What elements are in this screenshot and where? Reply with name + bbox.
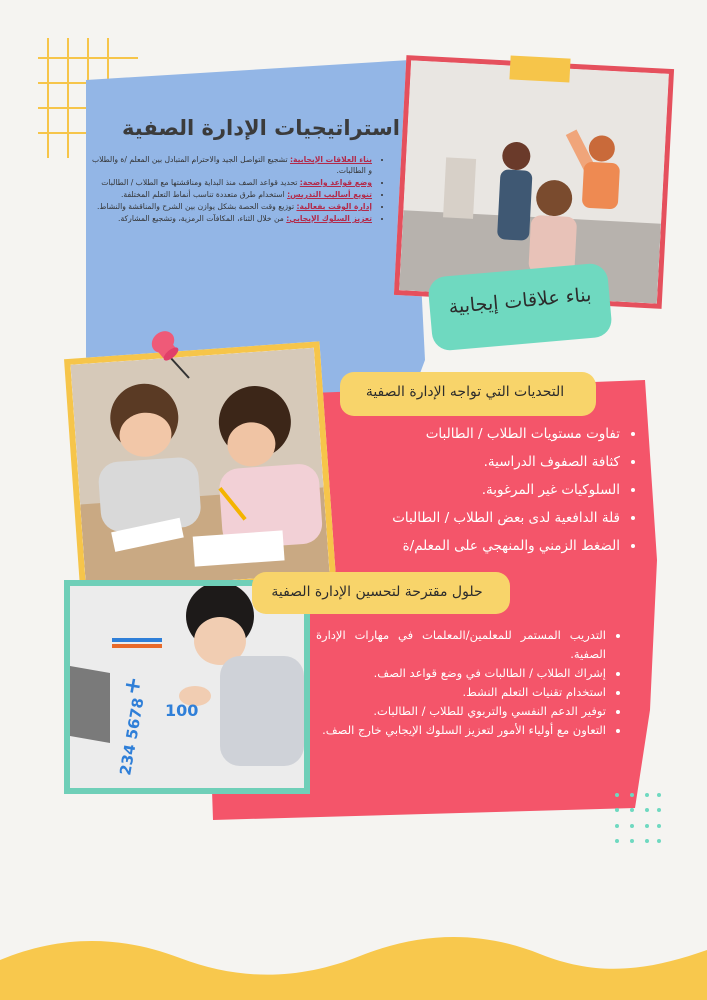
strategy-item	[92, 177, 372, 188]
strategy-key: تعزيز السلوك الإيجابي:	[286, 214, 372, 223]
tape-decoration	[509, 55, 570, 82]
solution-item: • التعاون مع أولياء الأمور لتعزيز السلوك الإيجابي خارج الصف.	[316, 721, 606, 740]
bottom-wave	[0, 930, 707, 1000]
solutions-list	[316, 626, 620, 740]
strategies-list	[92, 154, 386, 225]
strategy-text: تشجيع التواصل الجيد والاحترام المتبادل بين المعلم /ة والطلاب و الطالبات.	[92, 155, 372, 175]
solution-item: • التدريب المستمر للمعلمين/المعلمات في مهارات الإدارة الصفية.	[316, 626, 606, 664]
strategy-item	[92, 213, 372, 224]
challenge-item: • قلة الدافعية لدى بعض الطلاب / الطالبات	[300, 504, 620, 532]
strategy-text: تحديد قواعد الصف منذ البداية ومناقشتها مع الطلاب / الطالبات	[101, 178, 300, 187]
solution-item: • توفير الدعم النفسي والتربوي للطلاب / الطالبات.	[316, 702, 606, 721]
strategy-item	[92, 154, 372, 176]
strategy-text: استخدام طرق متعددة تناسب أنماط التعلم المختلفة.	[120, 190, 288, 199]
strategy-text: توزيع وقت الحصة بشكل يوازن بين الشرح والمناقشة والنشاط.	[96, 202, 297, 211]
strategy-key: بناء العلاقات الإيجابية:	[290, 155, 372, 164]
challenges-list	[300, 420, 634, 560]
challenge-item: • كثافة الصفوف الدراسية.	[300, 448, 620, 476]
challenge-item: • تفاوت مستويات الطلاب / الطالبات	[300, 420, 620, 448]
push-pin-icon	[145, 326, 195, 382]
strategies-title: استراتيجيات الإدارة الصفية	[122, 116, 400, 140]
svg-text:+: +	[119, 674, 148, 698]
strategy-key: إدارة الوقت بفعالية:	[296, 202, 372, 211]
solution-item: • إشراك الطلاب / الطالبات في وضع قواعد الصف.	[316, 664, 606, 683]
strategy-item	[92, 201, 372, 212]
photo-kids-drawing	[64, 341, 336, 596]
challenge-item: • السلوكيات غير المرغوبة.	[300, 476, 620, 504]
solution-item: • استخدام تقنيات التعلم النشط.	[316, 683, 606, 702]
strategy-text: من خلال الثناء، المكافآت الرمزية، وتشجيع المشاركة.	[118, 214, 287, 223]
strategy-key: تنويع أساليب التدريس:	[287, 190, 372, 199]
number-magnets-bottom: 234 5678	[116, 696, 148, 777]
number-magnets-top: 100	[165, 701, 199, 720]
solutions-title: حلول مقترحة لتحسين الإدارة الصفية	[271, 584, 483, 600]
dots-decoration	[612, 790, 662, 846]
strategy-key: وضع قواعد واضحة:	[299, 178, 372, 187]
challenges-title: التحديات التي تواجه الإدارة الصفية	[365, 384, 565, 400]
strategy-item	[92, 189, 372, 200]
challenge-item: • الضغط الزمني والمنهجي على المعلم/ة	[300, 532, 620, 560]
positive-relations-label: بناء علاقات إيجابية	[447, 283, 593, 319]
